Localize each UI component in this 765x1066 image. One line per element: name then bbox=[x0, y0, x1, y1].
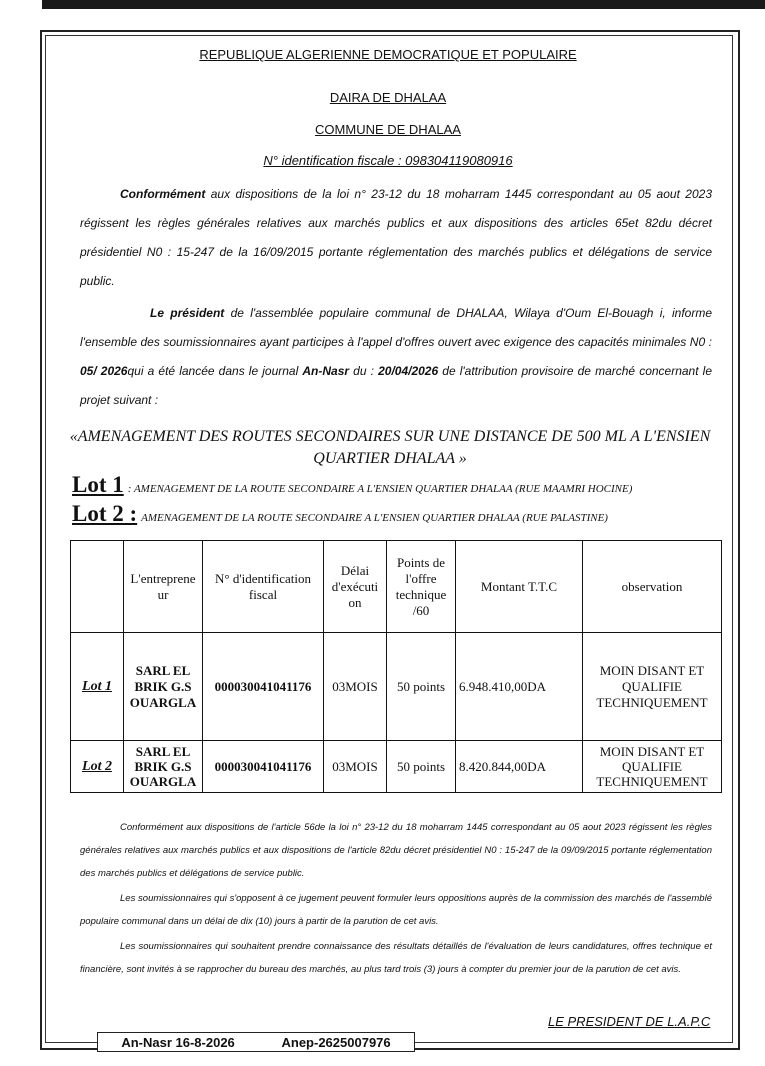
intro-text-1: aux dispositions de la loi n° 23-12 du 18 moharram 1445 correspondant au 05 aout 2023 régissent les règles générales relatives aux marchés publics et aux dispositions des articles 65et 82du décret présidentiel N0 : 15-247 de la 16/09/2015 portante réglementation des marchés publics et délégations de service public. bbox=[80, 187, 712, 288]
header-cell: N° d'identification fiscal bbox=[203, 541, 324, 633]
observation-cell: MOIN DISANT ET QUALIFIE TECHNIQUEMENT bbox=[583, 741, 722, 793]
header-cell: observation bbox=[583, 541, 722, 633]
intro-lead-1: Conformément bbox=[120, 187, 206, 201]
header-cell bbox=[71, 541, 124, 633]
project-title: «AMENAGEMENT DES ROUTES SECONDAIRES SUR UNE DISTANCE DE 500 ML A L'ENSIEN QUARTIER DHALAA » bbox=[69, 428, 711, 467]
signature: LE PRESIDENT DE L.A.P.C bbox=[548, 1014, 711, 1029]
company-cell: SARL EL BRIK G.S OUARGLA bbox=[124, 741, 203, 793]
lot-1-text: : AMENAGEMENT DE LA ROUTE SECONDAIRE A L'ENSIEN QUARTIER DHALAA (RUE MAAMRI HOCINE) bbox=[127, 483, 633, 495]
delay-cell: 03MOIS bbox=[324, 741, 387, 793]
header-cell: Délai d'exécuti on bbox=[324, 541, 387, 633]
republic-heading: REPUBLIQUE ALGERIENNE DEMOCRATIQUE ET POPULAIRE bbox=[199, 47, 577, 62]
intro-lead-2: Le président bbox=[150, 306, 225, 320]
commune-heading: COMMUNE DE DHALAA bbox=[315, 122, 461, 137]
nif-cell: 000030041041176 bbox=[203, 741, 324, 793]
intro-text-2c: du : bbox=[349, 364, 379, 378]
delay-cell: 03MOIS bbox=[324, 633, 387, 741]
lot-1-label: Lot 1 bbox=[72, 472, 124, 497]
points-cell: 50 points bbox=[387, 741, 456, 793]
header-cell: Points de l'offre technique /60 bbox=[387, 541, 456, 633]
intro-text-2a: de l'assemblée populaire communal de DHALAA, Wilaya d'Oum El-Bouagh i, informe l'ensemble des soumissionnaires ayant participes à l'appel d'offres ouvert avec exigence des capacités minimales N0 : bbox=[80, 306, 712, 349]
publication-stamp bbox=[97, 1032, 415, 1052]
stamp-anep-ref: Anep-2625007976 bbox=[281, 1034, 391, 1050]
footer-paragraph-3: Les soumissionnaires qui souhaitent prendre connaissance des résultats détaillés de l'évaluation de leurs candidatures, offres technique et financière, sont invités à se rapprocher du bureau des marchés, au plus tard trois (3) jours à compter du premier jour de la parution de cet avis. bbox=[80, 941, 712, 975]
intro-paragraph-2 bbox=[80, 299, 712, 415]
header-cell: Montant T.T.C bbox=[456, 541, 583, 633]
lot-cell: Lot 1 bbox=[71, 633, 124, 741]
lot-line-1 bbox=[72, 472, 732, 498]
tender-number: 05/ 2026 bbox=[80, 364, 128, 378]
journal-date: 20/04/2026 bbox=[378, 364, 439, 378]
stamp-journal-date: An-Nasr 16-8-2026 bbox=[121, 1034, 235, 1050]
lot-2-label: Lot 2 : bbox=[72, 501, 138, 526]
lot-line-2 bbox=[72, 501, 732, 527]
amount-cell: 8.420.844,00DA bbox=[456, 741, 583, 793]
award-table bbox=[70, 540, 722, 793]
company-cell: SARL EL BRIK G.S OUARGLA bbox=[124, 633, 203, 741]
daira-heading: DAIRA DE DHALAA bbox=[329, 90, 447, 105]
lot-2-text: AMENAGEMENT DE LA ROUTE SECONDAIRE A L'ENSIEN QUARTIER DHALAA (RUE PALASTINE) bbox=[141, 512, 608, 524]
points-cell: 50 points bbox=[387, 633, 456, 741]
fiscal-id-heading: N° identification fiscale : 098304119080916 bbox=[263, 153, 513, 168]
intro-text-2b: qui a été lancée dans le journal bbox=[127, 364, 303, 378]
table-row bbox=[71, 633, 722, 741]
amount-cell: 6.948.410,00DA bbox=[456, 633, 583, 741]
intro-text-2d: de l'attribution provisoire de marché concernant le projet suivant : bbox=[80, 364, 713, 407]
observation-cell: MOIN DISANT ET QUALIFIE TECHNIQUEMENT bbox=[583, 633, 722, 741]
table-row bbox=[71, 741, 722, 793]
table-header-row bbox=[71, 541, 722, 633]
footer-paragraph-1: Conformément aux dispositions de l'article 56de la loi n° 23-12 du 18 moharram 1445 correspondant au 05 aout 2023 régissent les règles générales relatives aux marchés publics et aux dispositions de l'article 82du décret présidentiel N0 : 15-247 de la 09/09/2015 portante réglementation des marchés publics et délégations de service public. bbox=[80, 822, 712, 879]
intro-paragraph-1 bbox=[80, 180, 712, 296]
top-black-bar bbox=[42, 0, 765, 9]
journal-name: An-Nasr bbox=[302, 364, 350, 378]
header-cell: L'entreprene ur bbox=[124, 541, 203, 633]
lot-cell: Lot 2 bbox=[71, 741, 124, 793]
footer-paragraph-2: Les soumissionnaires qui s'opposent à ce jugement peuvent formuler leurs oppositions auprès de la commission des marchés de l'assemblé populaire communal dans un délai de dix (10) jours à partir de la parution de cet avis. bbox=[80, 893, 712, 927]
nif-cell: 000030041041176 bbox=[203, 633, 324, 741]
